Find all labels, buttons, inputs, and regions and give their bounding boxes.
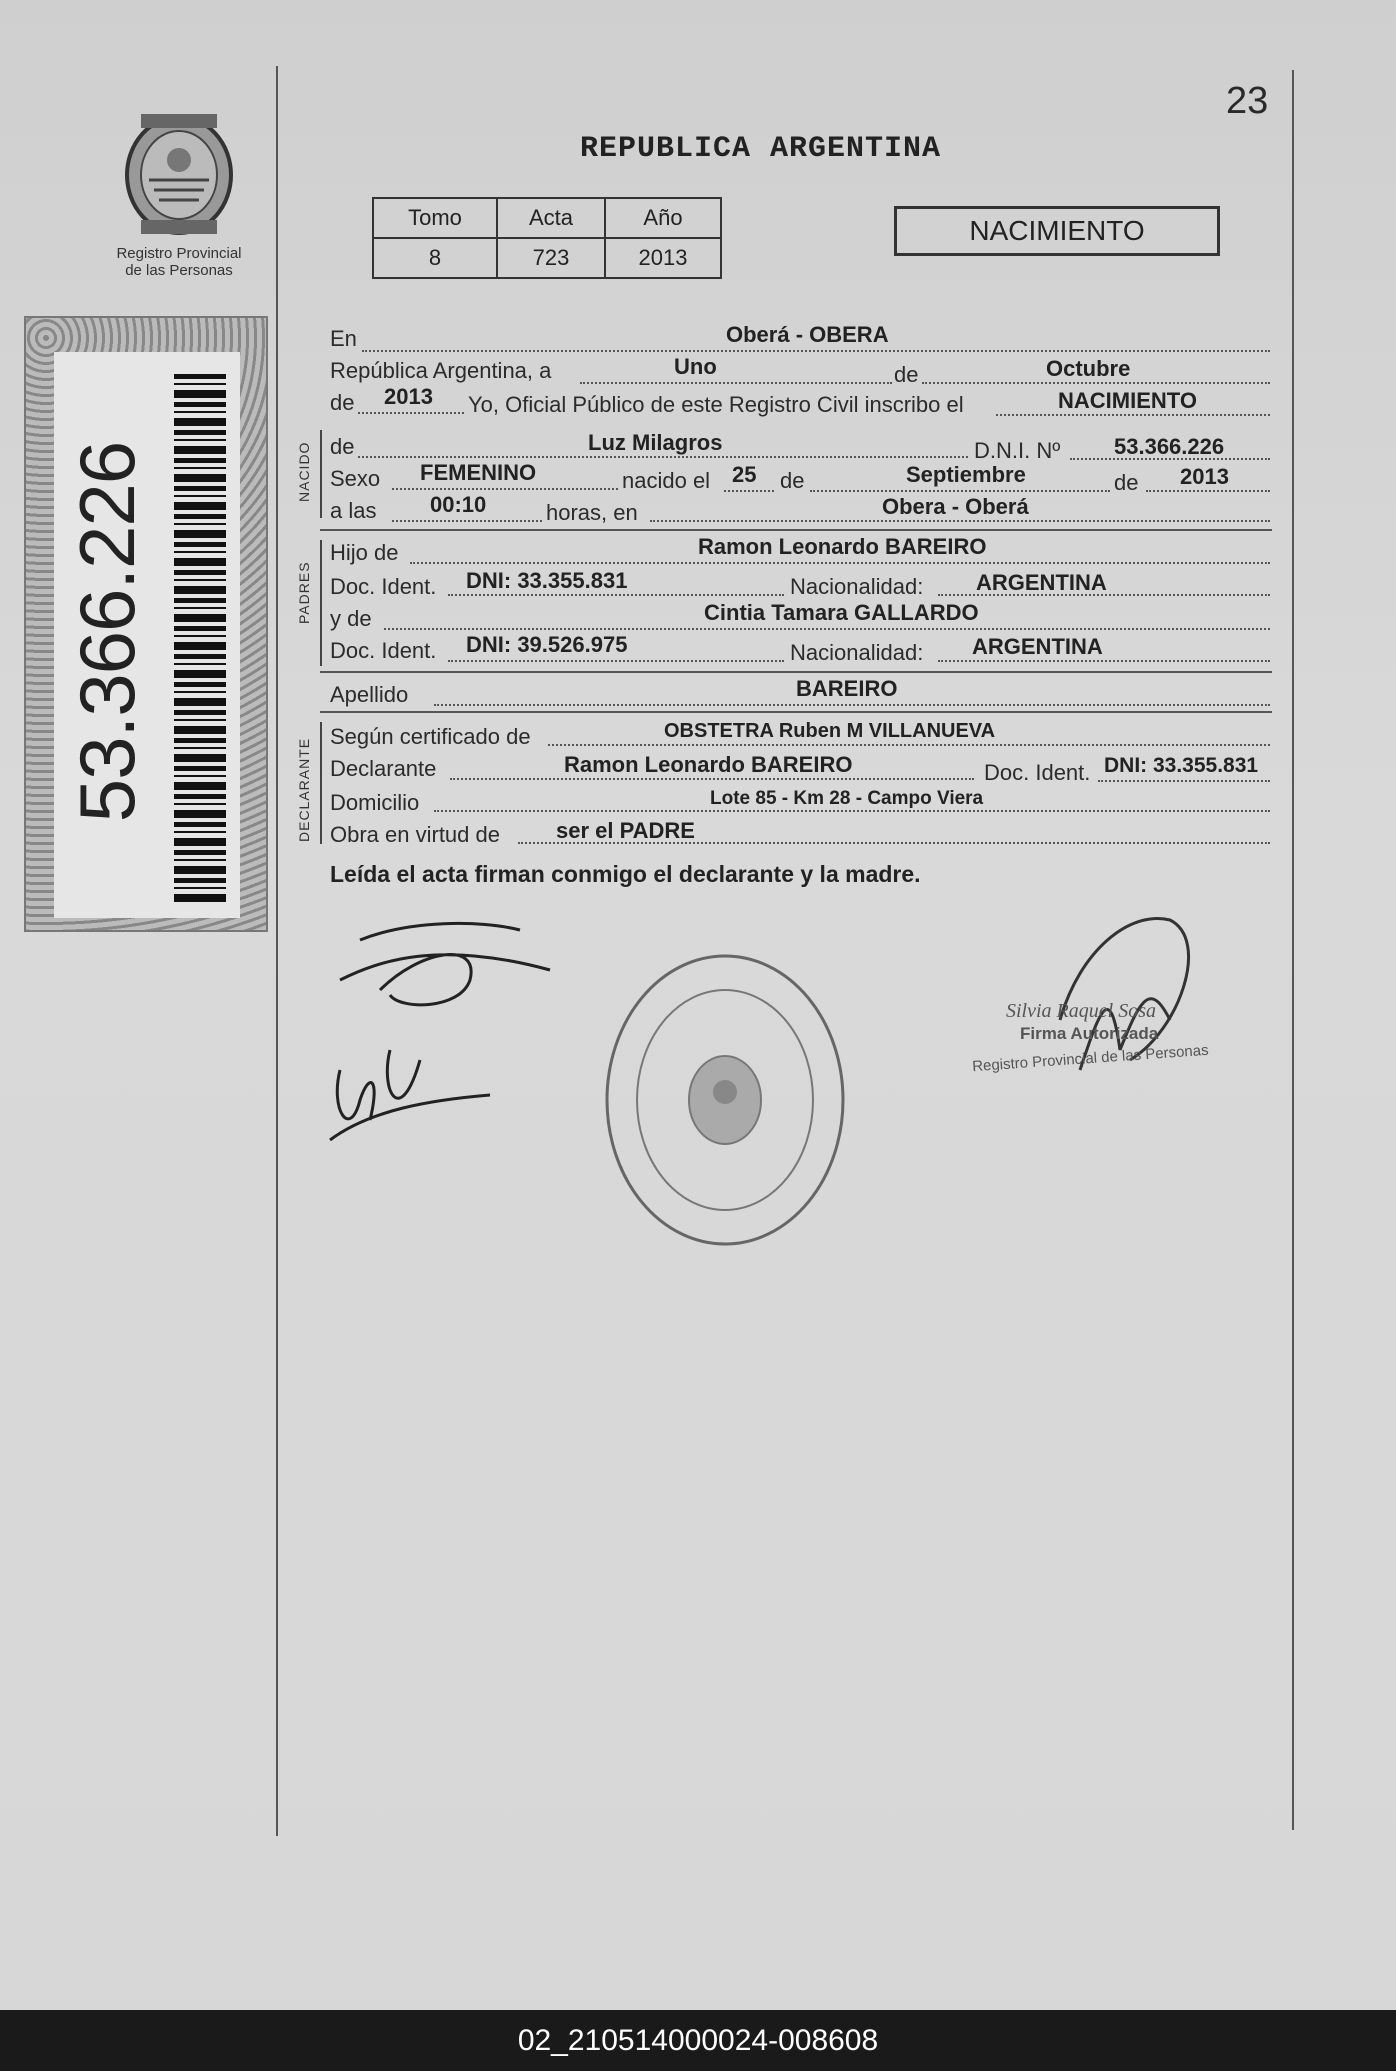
value-nac2: ARGENTINA — [972, 634, 1103, 659]
separator-line — [320, 711, 1272, 713]
barcode-icon — [174, 374, 226, 904]
dotted-line — [1098, 780, 1270, 782]
side-label-padres: PADRES — [296, 561, 312, 624]
dotted-line — [1146, 490, 1270, 492]
label-nacido-el: nacido el — [622, 468, 711, 493]
separator-line — [320, 529, 1272, 531]
label-de: de — [894, 362, 919, 387]
table-value-acta: 723 — [497, 238, 605, 278]
label-obra: Obra en virtud de — [330, 822, 500, 847]
dotted-line — [358, 456, 968, 458]
label-nac-de2: de — [1114, 470, 1139, 495]
label-apellido: Apellido — [330, 682, 409, 707]
value-dni: 53.366.226 — [1114, 434, 1225, 459]
dotted-line — [384, 628, 1270, 630]
registry-table — [372, 197, 722, 279]
label-nac-de: de — [780, 468, 805, 493]
dotted-line — [362, 350, 1270, 352]
value-nac1: ARGENTINA — [976, 570, 1107, 595]
value-hora: 00:10 — [430, 492, 487, 517]
dotted-line — [358, 412, 464, 414]
label-horas-en: horas, en — [546, 500, 638, 525]
dotted-line — [434, 810, 1270, 812]
separator-line — [320, 671, 1272, 673]
value-apellido: BAREIRO — [796, 676, 898, 701]
label-declarante: Declarante — [330, 756, 437, 781]
table-value-anio: 2013 — [605, 238, 721, 278]
value-inscribo: NACIMIENTO — [1058, 388, 1197, 413]
label-republica: República Argentina, a — [330, 358, 552, 383]
document-type-box: NACIMIENTO — [894, 206, 1220, 256]
section-line-declarante — [320, 722, 322, 844]
left-margin-line — [276, 66, 278, 1836]
table-header-acta: Acta — [497, 198, 605, 238]
label-dni: D.N.I. Nº — [974, 438, 1061, 463]
value-domicilio: Lote 85 - Km 28 - Campo Viera — [710, 788, 984, 809]
label-domicilio: Domicilio — [330, 790, 420, 815]
closing-statement: Leída el acta firman conmigo el declarante y la madre. — [330, 861, 921, 887]
document-title: REPUBLICA ARGENTINA — [580, 132, 942, 166]
label-doc1: Doc. Ident. — [330, 574, 437, 599]
value-nac-dia: 25 — [732, 462, 757, 487]
value-nombre: Luz Milagros — [588, 430, 723, 455]
value-madre: Cintia Tamara GALLARDO — [704, 600, 979, 625]
value-mes: Octubre — [1046, 356, 1131, 381]
value-anio: 2013 — [384, 384, 433, 409]
section-line-nacido — [320, 430, 322, 518]
value-decl-doc: DNI: 33.355.831 — [1104, 754, 1259, 777]
logo-caption-line2: de las Personas — [125, 262, 233, 279]
value-lugar: Obera - Oberá — [882, 494, 1029, 519]
value-obra: ser el PADRE — [556, 818, 695, 843]
dotted-line — [724, 490, 774, 492]
province-seal-icon — [119, 110, 239, 240]
dotted-line — [410, 562, 1270, 564]
value-nac-anio: 2013 — [1180, 464, 1229, 489]
dotted-line — [548, 744, 1270, 746]
dotted-line — [448, 660, 784, 662]
authority-org: Registro Provincial de las Personas — [971, 1041, 1210, 1076]
declarant-signature-icon — [320, 900, 560, 1020]
value-en: Oberá - OBERA — [726, 322, 889, 347]
dotted-line — [938, 660, 1270, 662]
value-doc1: DNI: 33.355.831 — [466, 568, 628, 593]
value-sexo: FEMENINO — [420, 460, 537, 485]
value-doc2: DNI: 39.526.975 — [466, 632, 628, 657]
table-value-tomo: 8 — [373, 238, 497, 278]
label-de2: de — [330, 390, 355, 415]
dotted-line — [450, 778, 974, 780]
id-sticker — [24, 316, 268, 932]
value-padre: Ramon Leonardo BAREIRO — [698, 534, 987, 559]
table-header-tomo: Tomo — [373, 198, 497, 238]
dotted-line — [392, 488, 618, 490]
label-nac1: Nacionalidad: — [790, 574, 924, 599]
dotted-line — [448, 594, 784, 596]
logo-caption-line1: Registro Provincial — [116, 245, 242, 262]
right-margin-line — [1292, 70, 1294, 1830]
dotted-line — [996, 414, 1270, 416]
label-nombre: de — [330, 434, 355, 459]
registry-logo — [104, 110, 254, 279]
label-hora: a las — [330, 498, 377, 523]
authority-role: Firma Autorizada — [1020, 1024, 1159, 1043]
dotted-line — [922, 382, 1270, 384]
section-line-padres — [320, 540, 322, 666]
dotted-line — [580, 382, 892, 384]
dotted-line — [392, 520, 542, 522]
label-sexo: Sexo — [330, 466, 381, 491]
page-number: 23 — [1226, 80, 1269, 122]
sticker-number: 53.366.226 — [63, 441, 151, 823]
dotted-line — [434, 704, 1270, 706]
label-inscribo: Yo, Oficial Público de este Registro Civil inscribo el — [468, 392, 964, 417]
label-decl-doc: Doc. Ident. — [984, 760, 1091, 785]
value-declarante: Ramon Leonardo BAREIRO — [564, 752, 853, 777]
value-nac-mes: Septiembre — [906, 462, 1026, 487]
label-y-de: y de — [330, 606, 372, 631]
table-header-anio: Año — [605, 198, 721, 238]
label-nac2: Nacionalidad: — [790, 640, 924, 665]
side-label-declarante: DECLARANTE — [296, 737, 312, 842]
file-name-footer: 02_210514000024-008608 — [0, 2010, 1396, 2071]
dotted-line — [650, 520, 1270, 522]
authority-name: Silvia Raquel Sosa — [1006, 1000, 1156, 1022]
value-dia: Uno — [674, 354, 717, 379]
label-doc2: Doc. Ident. — [330, 638, 437, 663]
dotted-line — [810, 490, 1110, 492]
label-en: En — [330, 326, 357, 351]
registry-stamp-icon — [600, 950, 850, 1250]
value-certificado: OBSTETRA Ruben M VILLANUEVA — [664, 720, 996, 742]
side-label-nacido: NACIDO — [296, 441, 312, 502]
mother-signature-icon — [310, 1030, 500, 1160]
label-hijo-de: Hijo de — [330, 540, 399, 565]
label-certificado: Según certificado de — [330, 724, 531, 749]
